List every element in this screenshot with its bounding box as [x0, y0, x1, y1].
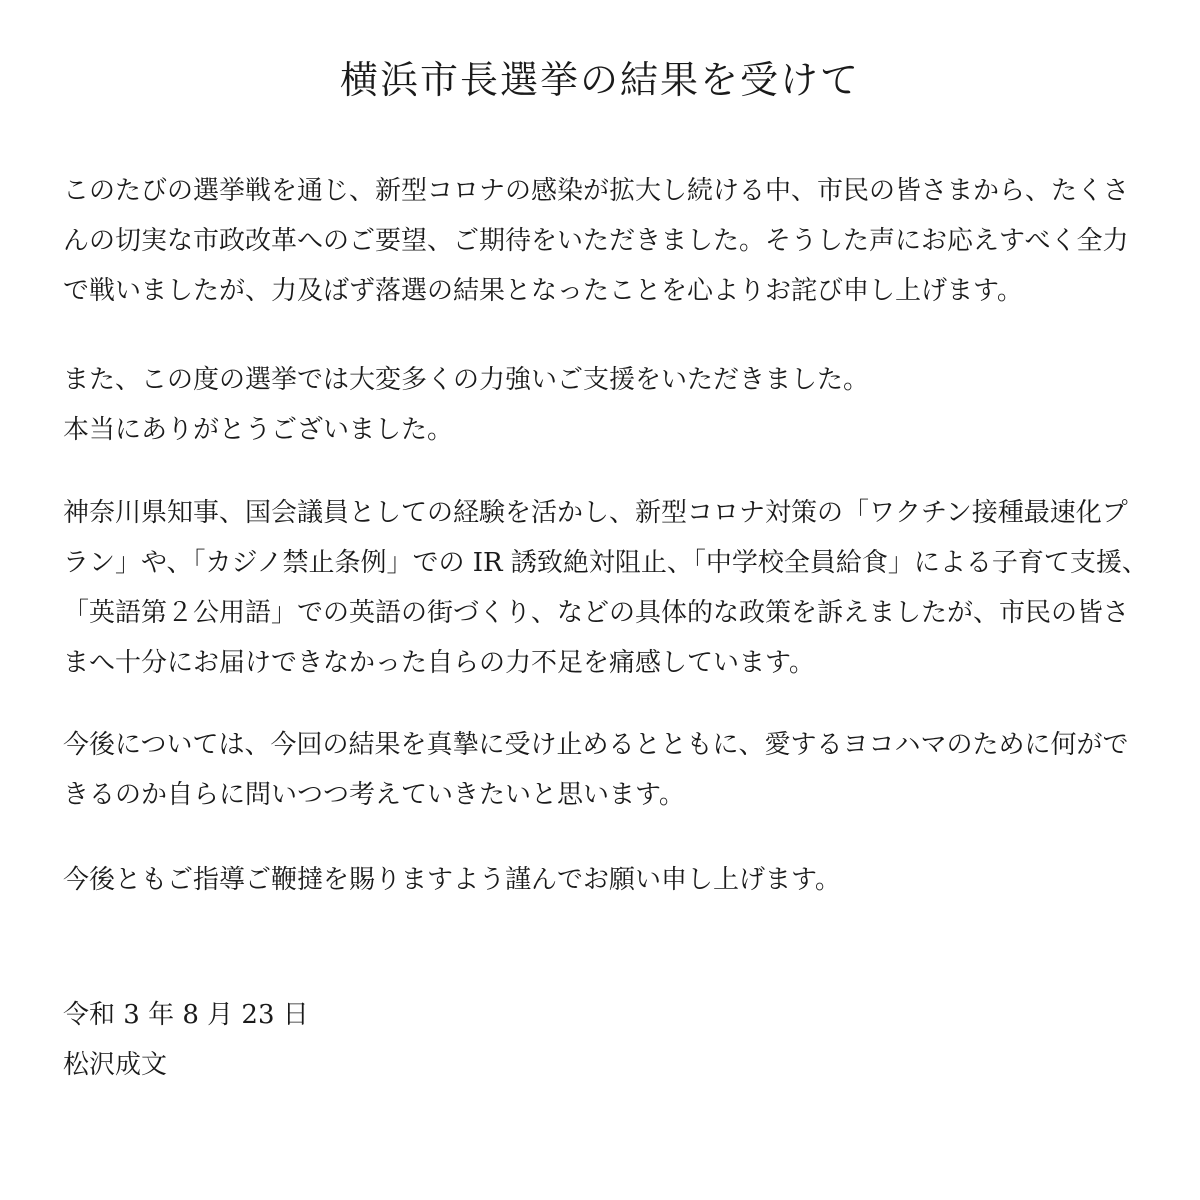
paragraph-future	[63, 720, 1143, 820]
paragraph-line: また、この度の選挙では大変多くの力強いご支援をいただきました。	[63, 365, 870, 395]
paragraph-line: まへ十分にお届けできなかった自らの力不足を痛感しています。	[63, 648, 815, 678]
paragraph-policies	[63, 488, 1148, 688]
paragraph-line: 神奈川県知事、国会議員としての経験を活かし、新型コロナ対策の「ワクチン接種最速化プ	[63, 498, 1128, 528]
signature-name: 松沢成文	[63, 1050, 168, 1080]
paragraph-line: このたびの選挙戦を通じ、新型コロナの感染が拡大し続ける中、市民の皆さまから、たくさ	[63, 176, 1130, 206]
signature-date: 令和 3 年 8 月 23 日	[63, 1000, 309, 1030]
paragraph-closing	[63, 855, 1143, 905]
document-title: 横浜市長選挙の結果を受けて	[339, 58, 860, 102]
paragraph-line: 今後については、今回の結果を真摯に受け止めるとともに、愛するヨコハマのために何がで	[63, 730, 1129, 760]
paragraph-line: ラン」や、「カジノ禁止条例」での IR 誘致絶対阻止、「中学校全員給食」による子育て支援、	[63, 548, 1148, 578]
paragraph-line: 本当にありがとうございました。	[63, 415, 454, 445]
paragraph-line: 「英語第２公用語」での英語の街づくり、などの具体的な政策を訴えましたが、市民の皆さ	[63, 598, 1130, 628]
signature-block	[63, 990, 1143, 1090]
paragraph-line: 今後ともご指導ご鞭撻を賜りますよう謹んでお願い申し上げます。	[63, 865, 841, 895]
paragraph-apology	[63, 166, 1143, 316]
paragraph-line: きるのか自らに問いつつ考えていきたいと思います。	[63, 780, 685, 810]
paragraph-line: で戦いましたが、力及ばず落選の結果となったことを心よりお詫び申し上げます。	[63, 276, 1023, 306]
paragraph-line: んの切実な市政改革へのご要望、ご期待をいただきました。そうした声にお応えすべく全力	[63, 226, 1129, 256]
paragraph-thanks	[63, 355, 1143, 455]
